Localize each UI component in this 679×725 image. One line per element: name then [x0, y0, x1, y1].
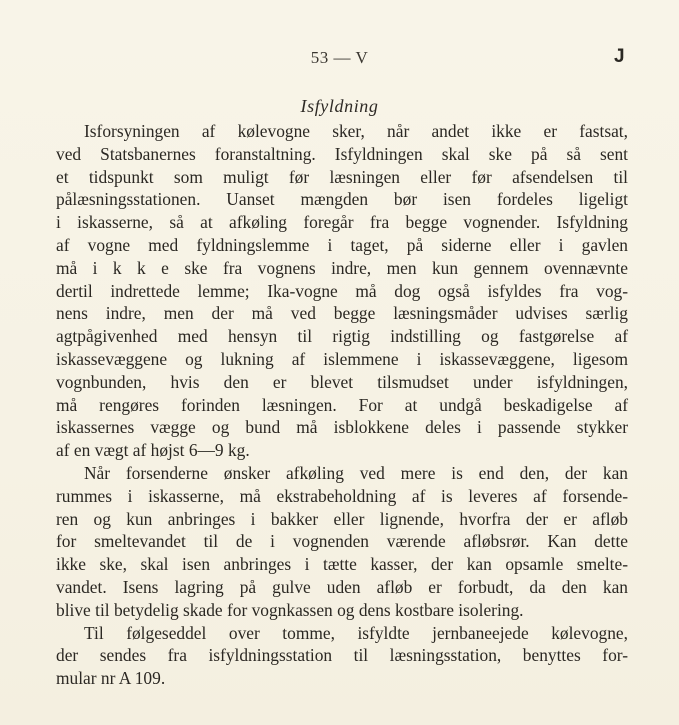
text-line: Isforsyningen af kølevogne sker, når andet ikke er fastsat, — [84, 121, 628, 141]
paragraph — [56, 462, 628, 622]
text-line: iskassernes vægge og bund må isblokkene deles i passende stykker — [56, 417, 628, 438]
section-title: Isfyldning — [300, 96, 379, 116]
text-line: mular nr A 109. — [56, 668, 166, 689]
text-line: Når forsenderne ønsker afkøling ved mere is end den, der kan — [84, 462, 628, 483]
text-line: rummes i iskasserne, må ekstrabeholdning af is leveres af forsende- — [56, 485, 628, 506]
text-line: for smeltevandet til de i vognenden værende afløbsrør. Kan dette — [56, 531, 628, 552]
text-line: dertil indrettede lemme; Ika-vogne må dog også isfyldes fra vog- — [56, 280, 628, 301]
section-letter: J — [614, 46, 625, 67]
text-line: vognbunden, hvis den er blevet tilsmudset under isfyldningen, — [56, 371, 628, 392]
text-line: agtpågivenhed med hensyn til rigtig indstilling og fastgørelse af — [56, 326, 628, 347]
text-line: der sendes fra isfyldningsstation til læsningsstation, benyttes for- — [56, 645, 628, 666]
body-text — [56, 120, 628, 690]
paragraph — [56, 622, 628, 690]
text-line: iskassevæggene og lukning af islemmene i iskassevæggene, ligesom — [56, 348, 628, 369]
text-line: ren og kun anbringes i bakker eller lignende, hvorfra der er afløb — [56, 508, 628, 529]
text-line: Til følgeseddel over tomme, isfyldte jernbaneejede kølevogne, — [84, 622, 628, 643]
text-line: må i k k e ske fra vognens indre, men kun gennem ovennævnte — [56, 257, 628, 278]
text-line: ikke ske, skal isen anbringes i tætte kasser, der kan opsamle smelte- — [56, 554, 628, 575]
text-line: af vogne med fyldningslemme i taget, på siderne eller i gavlen — [56, 234, 628, 255]
text-line: af en vægt af højst 6—9 kg. — [56, 440, 250, 461]
page-number: 53 — V — [310, 48, 369, 67]
text-line: må rengøres forinden læsningen. For at undgå beskadigelse af — [56, 394, 628, 415]
paragraph — [56, 120, 628, 462]
text-line: blive til betydelig skade for vognkassen og dens kostbare isolering. — [56, 599, 524, 620]
text-line: nens indre, men der må ved begge læsningsmåder udvises særlig — [56, 303, 628, 324]
text-line: ved Statsbanernes foranstaltning. Isfyldningen skal ske på så sent — [56, 143, 628, 164]
text-line: pålæsningsstationen. Uanset mængden bør isen fordeles ligeligt — [56, 189, 628, 210]
text-line: i iskasserne, så at afkøling foregår fra begge vognender. Isfyldning — [56, 212, 628, 233]
text-line: et tidspunkt som muligt før læsningen eller før afsendelsen til — [56, 166, 628, 187]
text-line: vandet. Isens lagring på gulve uden afløb er forbudt, da den kan — [56, 576, 628, 597]
